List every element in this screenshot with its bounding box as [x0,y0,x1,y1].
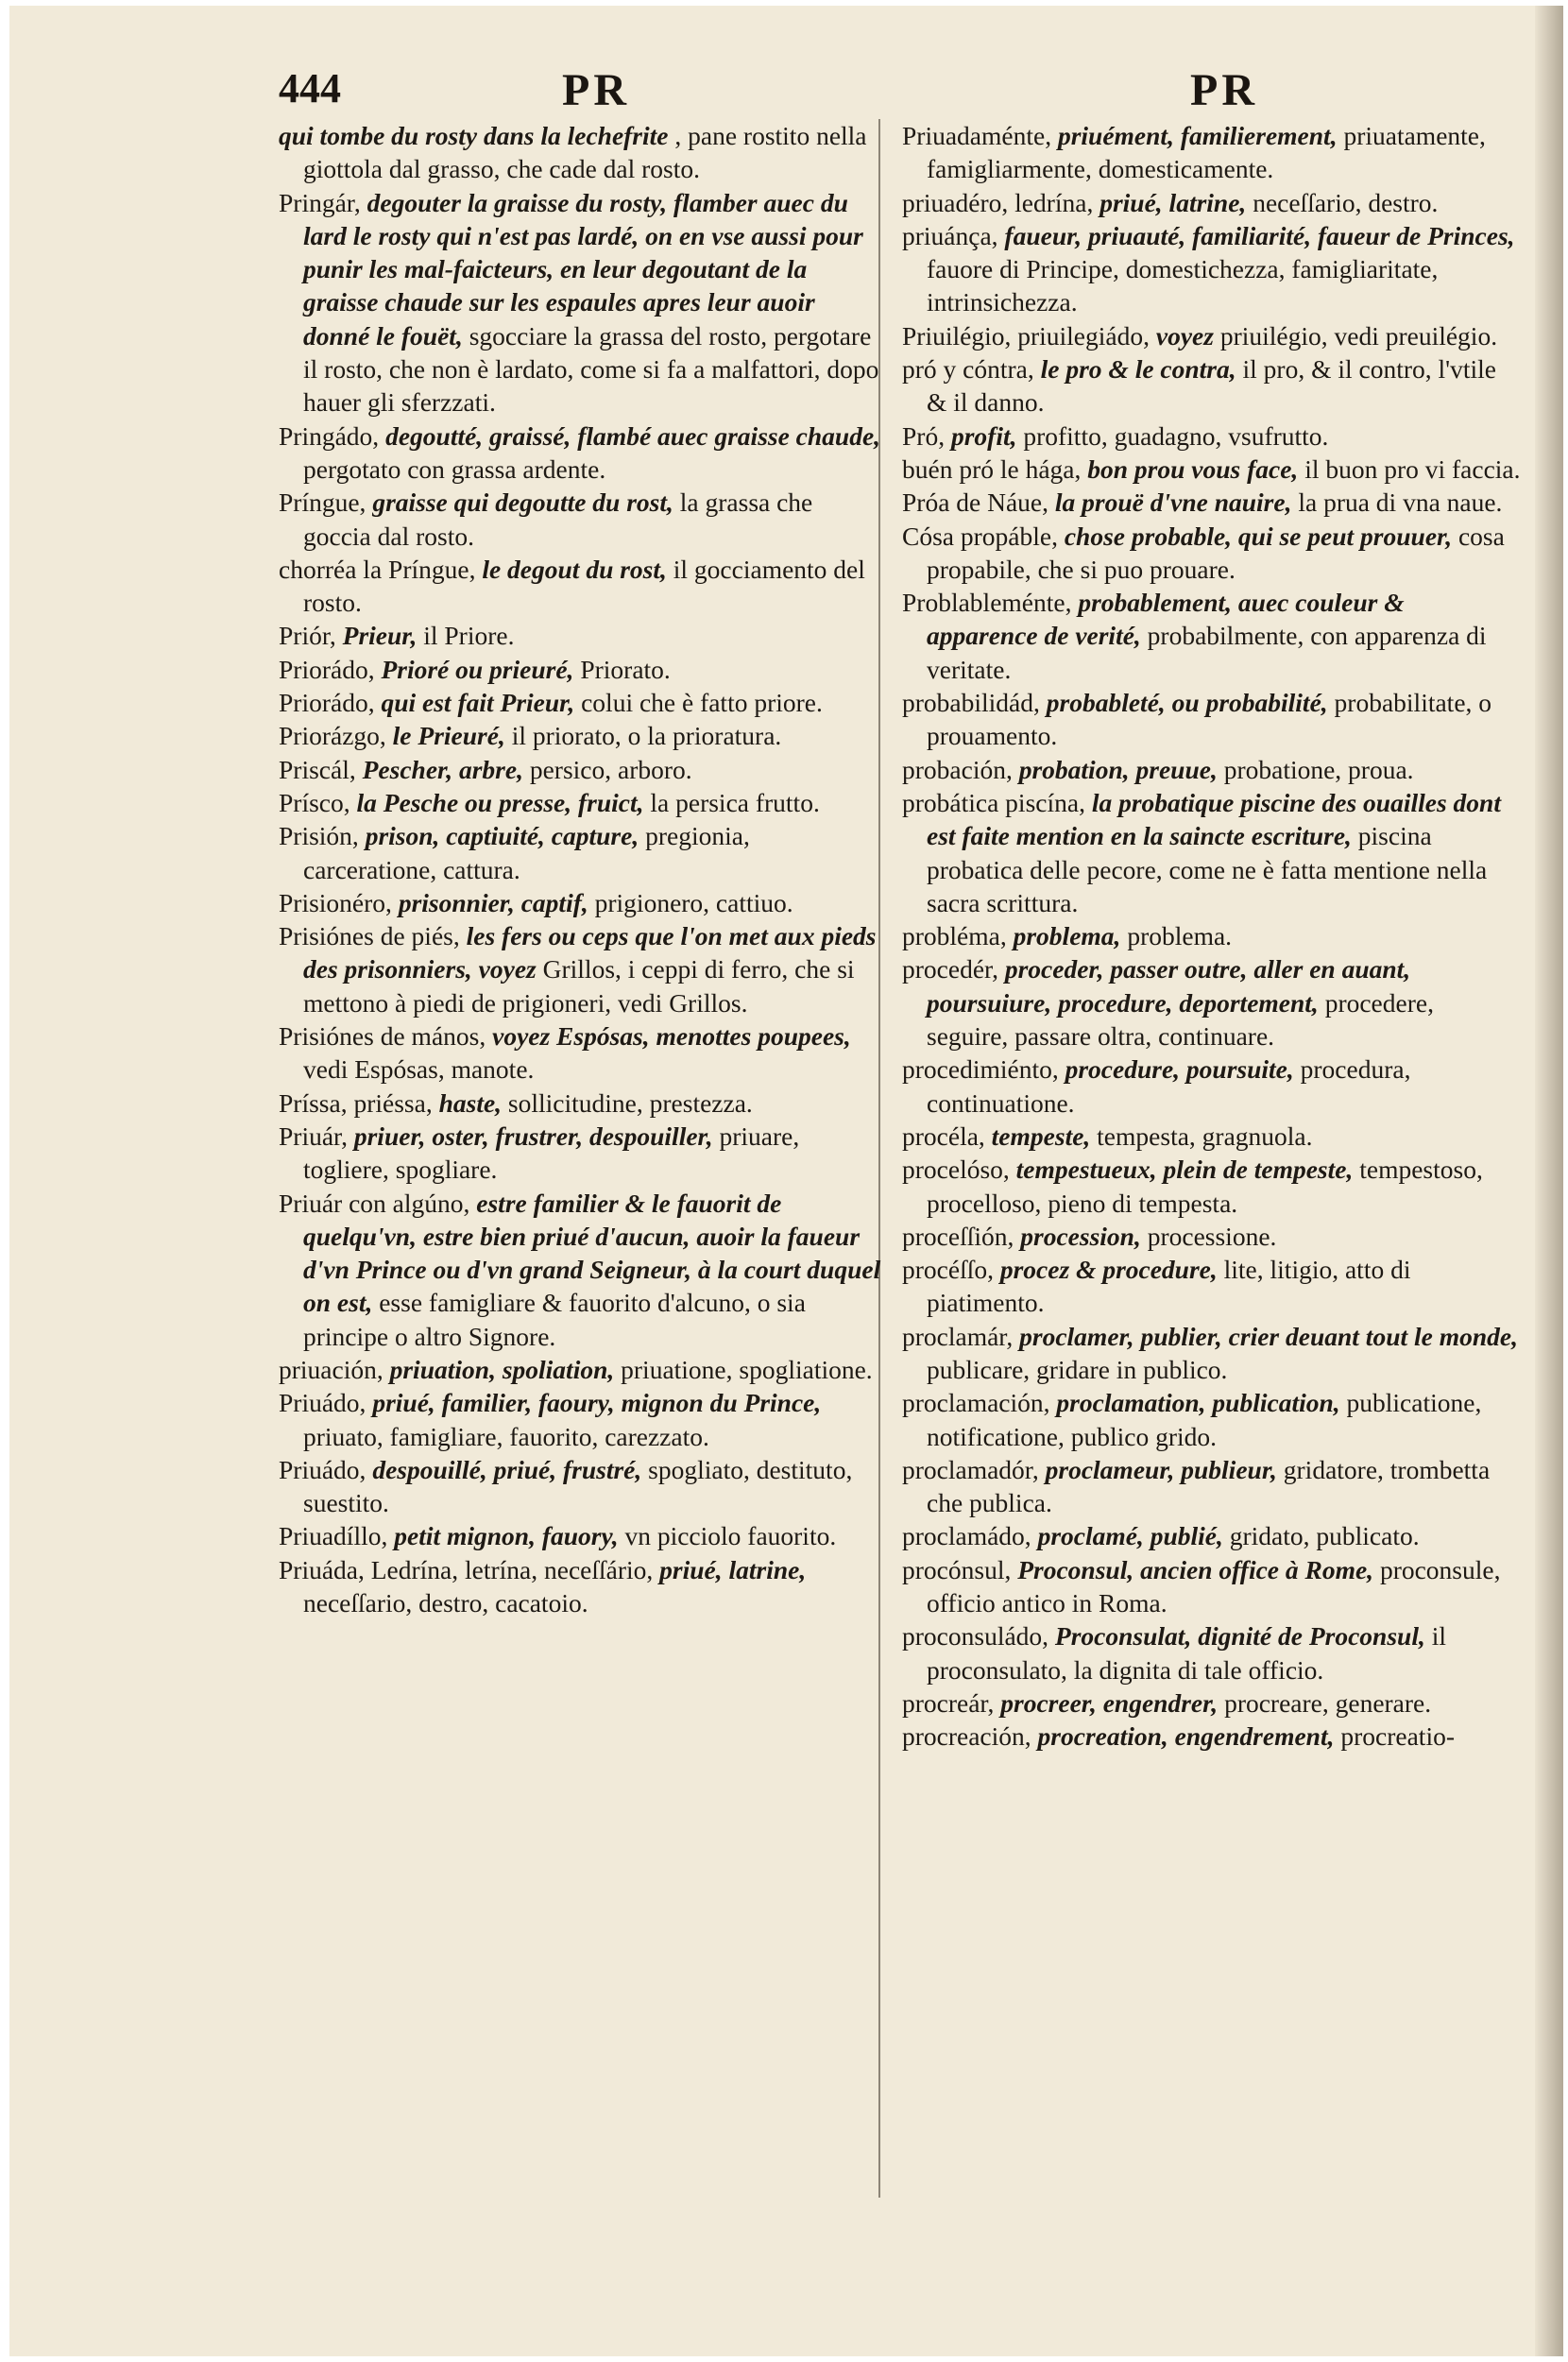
entry-italian: piscina probatica delle pecore, come ne è fatta mentione nella sacra scrittura. [927,821,1488,917]
entry-headword: probléma, [902,921,1007,951]
entry-french: voyez [1155,320,1214,351]
entry-headword: probática piscína, [902,787,1085,817]
entry-french: la prouë d'vne nauire, [1054,488,1292,518]
entry-french: procedure, poursuite, [1065,1054,1294,1085]
entry-french: le pro & le contra, [1040,354,1236,385]
entry-italian: pergotato con grassa ardente. [303,454,606,484]
entry-headword: procedimiénto, [902,1054,1059,1085]
entry-italian: il pro, & il contro, l'vtile & il danno. [927,354,1496,418]
entry-headword: Priscál, [279,754,356,784]
entry-headword: Prisiónes de piés, [279,921,460,951]
page-spine-shadow [1535,6,1563,2356]
running-head-right: PR [1190,65,1258,115]
entry-italian: il proconsulato, la dignita di tale officio. [927,1621,1446,1685]
entry-headword: Príngue, [279,488,366,518]
dictionary-entry [902,1053,1521,1120]
dictionary-entry [902,453,1521,486]
entry-french: proclamation, publication, [1056,1388,1340,1418]
dictionary-entry [279,919,883,1019]
dictionary-entry [279,1087,883,1120]
dictionary-entry [279,1553,883,1620]
entry-italian: gridato, publicato. [1229,1521,1420,1551]
dictionary-entry [902,753,1521,786]
entry-italian: sgocciare la grassa del rosto, pergotare il rosto, che non è lardato, come si fa a malfattori, dopo hauer gli sferzzati. [303,320,879,418]
dictionary-entry [902,586,1521,686]
scanned-page [9,6,1563,2356]
dictionary-entry [902,186,1521,219]
dictionary-entry [902,1153,1521,1220]
entry-italian: il Priore. [423,621,515,651]
dictionary-entry [902,952,1521,1053]
entry-french: haste, [438,1087,503,1118]
entry-french: la Pesche ou presse, fruict, [356,787,644,817]
entry-french: proclameur, publieur, [1045,1454,1277,1484]
entry-italian: la prua di vna naue. [1298,488,1503,518]
entry-headword: Priorádo, [279,688,375,718]
entry-french: priuément, familierement, [1057,121,1338,150]
entry-headword: probabilidád, [902,688,1040,718]
entry-french: priuer, oster, frustrer, despouiller, [353,1121,713,1151]
entry-italian: procedura, continuatione. [927,1054,1411,1118]
entry-italian: proconsule, officio antico in Roma. [927,1554,1501,1618]
entry-french: graisse qui degoutte du rost, [372,488,673,518]
entry-italian: colui che è fatto priore. [581,688,823,718]
entry-italian: il gocciamento del rosto. [303,554,865,618]
dictionary-entry [902,319,1521,352]
dictionary-entry [902,1553,1521,1620]
dictionary-entry [279,719,883,752]
entry-headword: Prisionéro, [279,887,392,917]
entry-italian: procreatio- [1340,1721,1455,1752]
entry-french: tempeste, [991,1121,1091,1151]
entry-headword: priuación, [279,1354,383,1384]
entry-french: tempestueux, plein de tempeste, [1015,1155,1354,1185]
dictionary-entry [902,1619,1521,1686]
entry-italian: Grillos, i ceppi di ferro, che si mettono à piedi de prigioneri, vedi Grillos. [303,954,855,1018]
entry-headword: priuánça, [902,220,998,250]
entry-headword: Prísco, [279,787,350,817]
entry-headword: Priuádo, [279,1454,366,1484]
dictionary-entry [902,1120,1521,1153]
dictionary-entry [902,1320,1521,1387]
entry-headword: procéſſo, [902,1255,994,1285]
entry-french: bon prou vous face, [1087,454,1299,484]
entry-french: qui est fait Prieur, [381,688,575,718]
entry-headword: Priuár con algúno, [279,1188,470,1218]
entry-italian: Priorato. [580,654,671,684]
entry-headword: Próa de Náue, [902,488,1049,518]
entry-italian: priuatamente, famigliarmente, domesticamente. [927,121,1486,184]
entry-italian: probatione, proua. [1223,754,1414,784]
entry-italian: la grassa che goccia dal rosto. [303,488,813,551]
entry-french: problema, [1013,921,1121,951]
entry-headword: procéla, [902,1121,985,1151]
entry-french: chose probable, qui se peut prouuer, [1064,521,1453,551]
dictionary-entry [902,919,1521,952]
entry-headword: proclamár, [902,1321,1014,1351]
entry-italian: publicatione, notificatione, publico grido. [927,1388,1482,1451]
entry-french: priuation, spoliation, [389,1354,615,1384]
dictionary-entry [902,1686,1521,1720]
entry-italian: pregionia, carceratione, cattura. [303,821,750,884]
entry-italian: lite, litigio, atto di piatimento. [927,1255,1411,1318]
entry-headword: pró y cóntra, [902,354,1034,385]
right-column [902,119,1521,1754]
entry-french: procez & procedure, [999,1255,1218,1285]
entry-french: Proconsul, ancien office à Rome, [1017,1554,1374,1584]
entry-french: proceder, passer outre, aller en auant, poursuiure, procedure, deportement, [927,954,1411,1018]
dictionary-entry [902,352,1521,419]
dictionary-entry [279,186,883,419]
entry-headword: proclamación, [902,1388,1050,1418]
entry-french: voyez Espósas, menottes poupees, [492,1021,851,1052]
entry-french: faueur, priuauté, familiarité, faueur de Princes, [1004,220,1515,250]
dictionary-entry [279,753,883,786]
entry-french: le Prieuré, [392,721,505,751]
entry-italian: probabilmente, con apparenza di veritate. [927,621,1487,684]
entry-italian: spogliato, destituto, suestito. [303,1454,853,1518]
dictionary-entry [902,686,1521,753]
dictionary-entry [279,119,883,186]
dictionary-entry [279,1187,883,1353]
dictionary-entry [279,619,883,652]
entry-italian: profitto, guadagno, vsufrutto. [1023,420,1329,451]
entry-french: procreation, engendrement, [1037,1721,1335,1752]
entry-headword: Priuár, [279,1121,348,1151]
entry-french: estre familier & le fauorit de quelqu'vn, estre bien priué d'aucun, auoir la faueur d'vn Prince ou d'vn grand Seigneur, à la court duquel on est, [303,1188,881,1318]
dictionary-entry [279,419,883,487]
dictionary-entry [279,1386,883,1453]
entry-french: petit mignon, fauory, [394,1521,619,1551]
entry-headword: Prisiónes de mános, [279,1021,486,1052]
dictionary-entry [279,819,883,886]
entry-french: Pescher, arbre, [362,754,523,784]
entry-french: proclamer, publier, crier deuant tout le monde, [1019,1321,1518,1351]
dictionary-entry [902,119,1521,186]
entry-headword: Pringár, [279,187,361,217]
running-head-left: PR [562,65,630,115]
entry-french: le degout du rost, [482,554,667,584]
entry-headword: Prisión, [279,821,359,851]
entry-italian: processione. [1147,1221,1277,1251]
entry-italian: priuare, togliere, spogliare. [303,1121,800,1185]
entry-french: Proconsulat, dignité de Proconsul, [1054,1621,1425,1652]
entry-french: probation, preuue, [1018,754,1218,784]
dictionary-entry [279,886,883,919]
entry-french: priué, familier, faoury, mignon du Prince, [372,1388,822,1418]
entry-french: priué, latrine, [659,1554,807,1584]
entry-french: priué, latrine, [1099,187,1247,217]
dictionary-entry [902,219,1521,319]
entry-italian: sollicitudine, prestezza. [507,1087,753,1118]
entry-french: Prioré ou prieuré, [381,654,574,684]
entry-italian: priuato, famigliare, fauorito, carezzato. [303,1421,709,1451]
entry-headword: Cósa propáble, [902,521,1058,551]
dictionary-entry [279,786,883,819]
entry-italian: neceſſario, destro, cacatoio. [303,1588,588,1618]
dictionary-entry [279,1019,883,1087]
entry-headword: probación, [902,754,1013,784]
entry-headword: proclamádo, [902,1521,1031,1551]
entry-italian: problema. [1127,921,1233,951]
entry-french: probablement, auec couleur & apparence de verité, [927,588,1405,651]
entry-italian: il buon pro vi faccia. [1304,454,1521,484]
entry-italian: procedere, seguire, passare oltra, continuare. [927,987,1434,1052]
entry-italian: neceſſario, destro. [1253,187,1439,217]
entry-headword: procedér, [902,954,998,984]
entry-headword: proconsuládo, [902,1621,1049,1652]
entry-headword: Priuáda, Ledrína, letrína, neceſſário, [279,1554,654,1584]
entry-italian: il priorato, o la prioratura. [511,721,782,751]
entry-italian: vedi Espósas, manote. [303,1054,535,1085]
entry-italian: publicare, gridare in publico. [927,1354,1228,1384]
dictionary-entry [279,1453,883,1520]
entry-italian: priuatione, spogliatione. [621,1354,873,1384]
dictionary-entry [902,419,1521,453]
entry-italian: la persica frutto. [650,787,820,817]
entry-french: les fers ou ceps que l'on met aux pieds des prisonniers, voyez [303,921,877,984]
entry-italian: gridatore, trombetta che publica. [927,1454,1491,1518]
dictionary-entry [902,1453,1521,1520]
entry-french: la probatique piscine des ouailles dont est faite mention en la saincte escriture, [927,787,1501,851]
entry-headword: Priuadaménte, [902,121,1052,150]
dictionary-entry [902,1519,1521,1552]
entry-headword: Príssa, priéssa, [279,1087,433,1118]
entry-headword: Pró, [902,420,946,451]
entry-headword: proceſſión, [902,1221,1014,1251]
left-column [279,119,883,1619]
entry-headword: Pringádo, [279,420,380,451]
dictionary-entry [902,786,1521,919]
entry-french: Prieur, [342,621,418,651]
entry-headword: Priuadíllo, [279,1521,388,1551]
entry-french: despouillé, priué, frustré, [372,1454,642,1484]
entry-headword: buén pró le hága, [902,454,1082,484]
dictionary-entry [902,1253,1521,1320]
entry-italian: cosa propabile, che si puo prouare. [927,521,1505,584]
entry-italian: priuilégio, vedi preuilégio. [1219,320,1498,351]
entry-headword: procreación, [902,1721,1031,1752]
entry-headword: Priorádo, [279,654,375,684]
entry-headword: priuadéro, ledrína, [902,187,1094,217]
entry-headword: procreár, [902,1687,995,1718]
dictionary-entry [279,653,883,686]
dictionary-entry [279,1519,883,1552]
entry-headword: proclamadór, [902,1454,1039,1484]
entry-italian: persico, arboro. [529,754,692,784]
entry-french: degouter la graisse du rosty, flamber auec du lard le rosty qui n'est pas lardé, on en vse aussi pour punir les mal-faicteurs, en leur degoutant de la graisse chaude sur les espaules apres leur auoir donné le fouët, [303,187,863,351]
entry-headword: procónsul, [902,1554,1012,1584]
entry-headword: chorréa la Príngue, [279,554,476,584]
entry-french: degoutté, graissé, flambé auec graisse chaude, [385,420,881,451]
entry-italian: vn picciolo fauorito. [624,1521,837,1551]
entry-headword: Problableménte, [902,588,1072,618]
dictionary-entry [279,486,883,553]
dictionary-entry [279,553,883,620]
entry-headword: procelóso, [902,1155,1010,1185]
entry-headword: Priór, [279,621,336,651]
dictionary-entry [902,1220,1521,1253]
entry-italian: fauore di Principe, domestichezza, famigliaritate, intrinsichezza. [927,254,1439,317]
dictionary-entry [279,1353,883,1386]
entry-french: profit, [950,420,1017,451]
entry-headword: Priorázgo, [279,721,386,751]
dictionary-entry [279,1120,883,1187]
entry-french: prison, captiuité, capture, [365,821,639,851]
entry-italian: probabilitate, o prouamento. [927,688,1492,751]
entry-italian: prigionero, cattiuo. [594,887,793,917]
entry-french: procession, [1020,1221,1141,1251]
entry-french: qui tombe du rosty dans la lechefrite [279,121,669,150]
entry-french: proclamé, publié, [1037,1521,1223,1551]
entry-headword: Priuádo, [279,1388,366,1418]
entry-italian: tempestoso, procelloso, pieno di tempesta. [927,1155,1483,1218]
page-number: 444 [279,65,341,111]
entry-italian: tempesta, gragnuola. [1097,1121,1313,1151]
dictionary-entry [902,520,1521,587]
entry-italian: esse famigliare & fauorito d'alcuno, o sia principe o altro Signore. [303,1288,806,1351]
entry-headword: Priuilégio, priuilegiádo, [902,320,1150,351]
dictionary-entry [902,1720,1521,1753]
dictionary-entry [902,1386,1521,1453]
entry-italian: procreare, generare. [1224,1687,1432,1718]
entry-french: procreer, engendrer, [1000,1687,1219,1718]
dictionary-entry [902,486,1521,519]
entry-french: prisonnier, captif, [398,887,588,917]
entry-french: probableté, ou probabilité, [1046,688,1328,718]
dictionary-entry [279,686,883,719]
entry-italian: , pane rostito nella giottola dal grasso, che cade dal rosto. [303,121,867,184]
